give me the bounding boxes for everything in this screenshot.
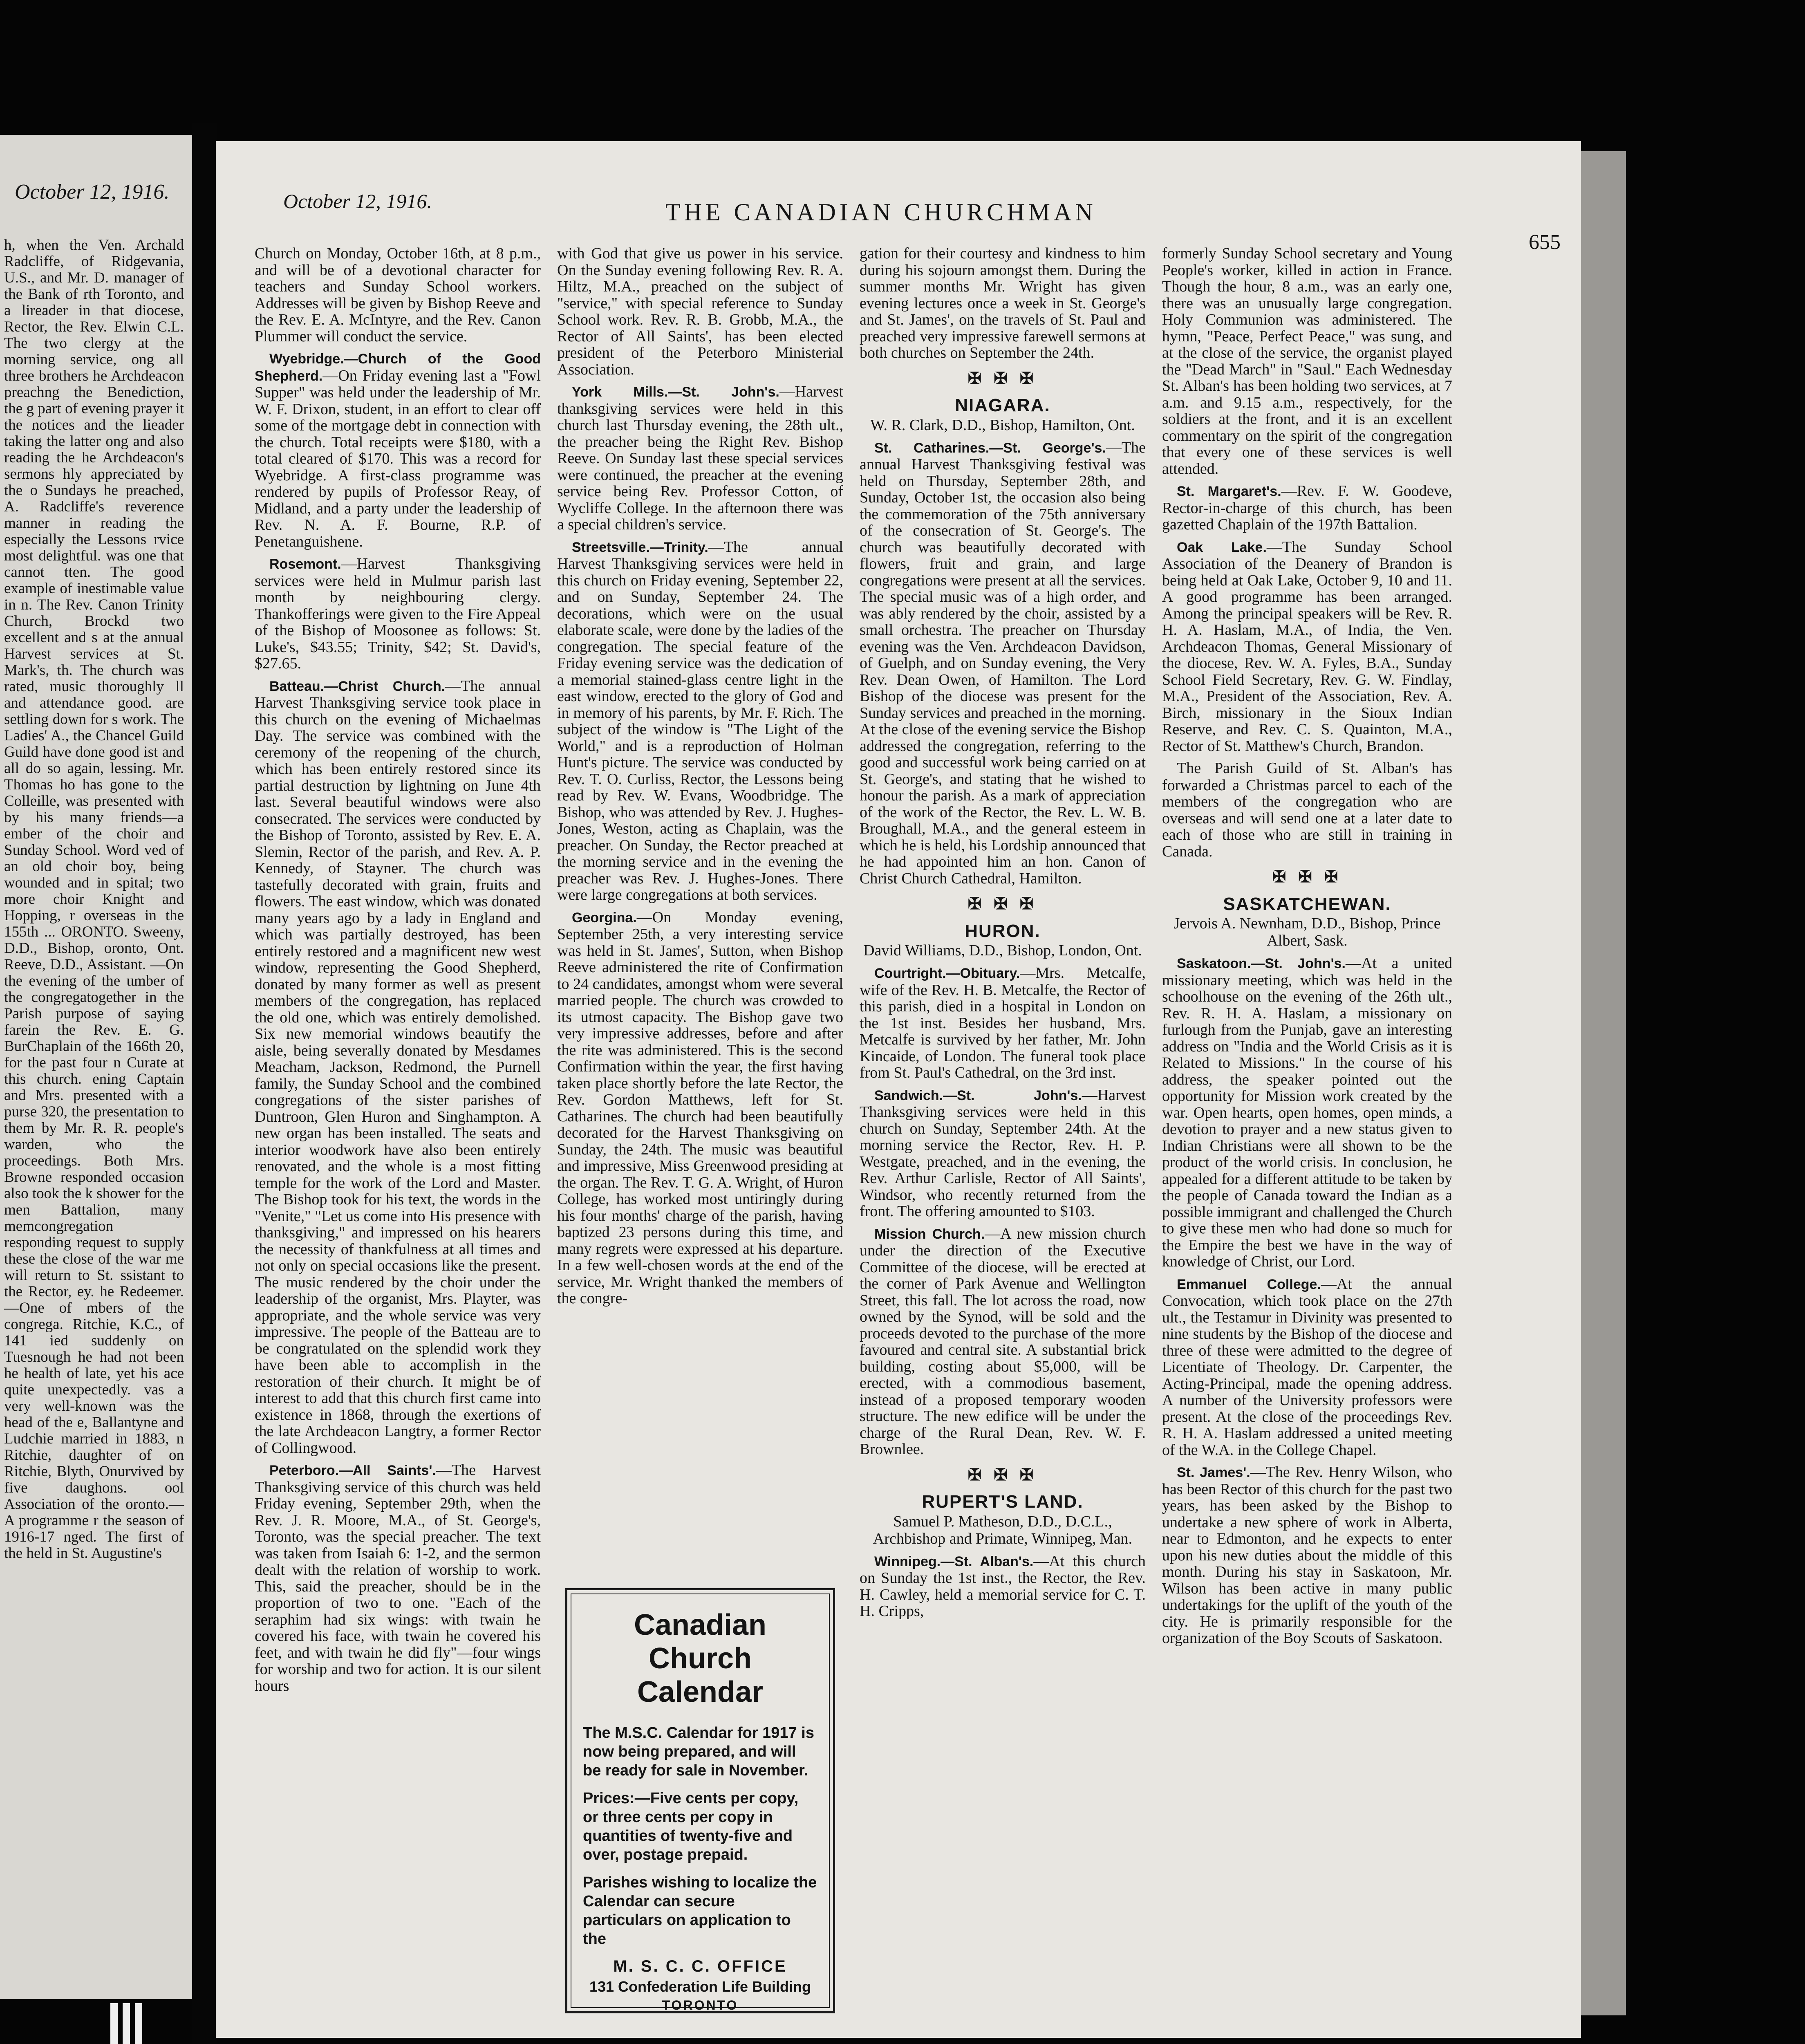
article-lead: Wyebridge.—Church of the Good Shepherd. [255,351,541,384]
article-paragraph: Church on Monday, October 16th, at 8 p.m., and will be of a devotional character for teachers and Sunday School workers. Addresses will be given by Bishop Reeve and the Rev. E. A. McIntyre, and the Rev. Canon Plummer will conduct the service. [255,245,541,345]
ad-paragraph: Prices:—Five cents per copy, or three cents per copy in quantities of twenty-five and over, postage prepaid. [583,1790,799,1863]
section-byline: Samuel P. Matheson, D.D., D.C.L., Archbishop and Primate, Winnipeg, Man. [873,1513,1133,1547]
article-lead: St. James'. [1177,1465,1250,1480]
article-lead: Rosemont. [269,556,341,572]
section-separator: ✠ ✠ ✠ [1272,867,1342,886]
section-byline: W. R. Clark, D.D., Bishop, Hamilton, Ont. [870,416,1135,434]
article-lead: Emmanuel College. [1177,1276,1321,1292]
page-edge [1581,151,1626,2015]
article-paragraph: with God that give us power in his service. On the Sunday evening following Rev. R. A. Hiltz, M.A., preached on the subject of "service," with special reference to Sunday School work. Rev. R. B. Grobb, M.A., the Rector of All Saints', has been elected president of the Peterboro Ministerial Association. [557,245,843,378]
article-paragraph: Emmanuel College.—At the annual Convocation, which took place on the 27th ult., the Testamur in Divinity was presented to nine students by the Bishop of the diocese and three of these were admitted to the degree of Licentiate of Theology. Dr. Carpenter, the Acting-Principal, made the opening address. A number of the University professors were present. At the close of the proceedings Rev. R. H. A. Haslam addressed a united meeting of the W.A. in the College Chapel. [1162,1275,1453,1459]
article-paragraph: St. Catharines.—St. George's.—The annual Harvest Thanksgiving festival was held on Thursday, September 28th, and Sunday, October 1st, the occasion also being the commemoration of the 75th anniversary of the consecration of St. George's. The church was beautifully decorated with flowers, fruit and grain, and large congregations were present at all the services. The special music was of a high order, and was ably rendered by the choir, assisted by a small orchestra. The preacher on Thursday evening was the Ven. Archdeacon Davidson, of Guelph, and on Sunday evening, the Very Rev. Dean Owen, of Hamilton. The Lord Bishop of the diocese was present for the Sunday services and preached in the morning. At the close of the evening service the Bishop addressed the congregation, referring to the good and successful work being carried on at St. George's, and stating that he wished to honour the parish. As a mark of appreciation of the work of the Rector, the Rev. L. W. B. Broughall, M.A., and the general esteem in which he is held, his Lordship announced that he had appointed him an hon. Canon of Christ Church Cathedral, Hamilton. [860,439,1146,887]
column-3 [860,245,1146,1625]
article-lead: Mission Church. [874,1226,985,1242]
ad-paragraph: Parishes wishing to localize the Calendar can secure particulars on application to the [583,1874,817,1948]
section-title-niagara: NIAGARA. [955,395,1050,415]
article-lead: Winnipeg.—St. Alban's. [874,1553,1034,1569]
section-byline: David Williams, D.D., Bishop, London, Ont. [863,942,1142,959]
calendar-advertisement [565,1588,835,2013]
article-paragraph: St. James'.—The Rev. Henry Wilson, who has been Rector of this church for the past two years, has been asked by the Bishop to undertake a new sphere of work in Alberta, near to Edmonton, and he expects to enter upon his new duties about the middle of this month. During his stay in Saskatoon, Mr. Wilson has been active in many public undertakings for the uplift of the youth of the city. He is primarily responsible for the organization of the Boy Scouts of Saskatoon. [1162,1464,1453,1647]
article-paragraph: gation for their courtesy and kindness to him during his sojourn amongst them. During the summer months Mr. Wright has given evening lectures once a week in St. George's and St. James', on the travels of St. Paul and preached very impressive farewell sermons at both churches on September the 24th. [860,245,1146,361]
article-paragraph: St. Margaret's.—Rev. F. W. Goodeve, Rector-in-charge of this church, has been gazetted Chaplain of the 197th Battalion. [1162,482,1453,533]
page-title: THE CANADIAN CHURCHMAN [665,199,1097,226]
article-lead: St. Catharines.—St. George's. [874,440,1106,456]
article-paragraph: formerly Sunday School secretary and Young People's worker, killed in action in France. Though the hour, 8 a.m., was an early one, there was an unusually large congregation. Holy Communion was administered. The hymn, "Peace, Perfect Peace," was sung, and at the close of the service, the organist played the "Dead March" in "Saul." Each Wednesday St. Alban's has been holding two services, at 7 a.m. and 9.15 a.m., respectively, for the soldiers at the front, and it is an excellent commentary on the spirit of the congregation that every one of these services is well attended. [1162,245,1452,477]
article-lead: York Mills.—St. John's. [572,384,779,400]
article-paragraph: Peterboro.—All Saints'.—The Harvest Thanksgiving service of this church was held Friday evening, September 29th, when the Rev. J. R. Moore, M.A., of St. George's, Toronto, was the special preacher. The text was taken from Isaiah 6: 1-2, and the sermon dealt with the relation of worship to work. This, said the preacher, should be in the proportion of two to one. "Each of the seraphim had six wings: with twain he covered his face, with twain he covered his feet, and with twain he did fly"—four wings for worship and two for action. It is our silent hours [255,1461,541,1694]
article-paragraph: Streetsville.—Trinity.—The annual Harvest Thanksgiving services were held in this church on Friday evening, September 22, and on Sunday, September 24. The decorations, which were on the usual elaborate scale, were done by the ladies of the congregation. The special feature of the Friday evening service was the dedication of a memorial stained-glass centre light in the east window, erected to the glory of God and in memory of his parents, by Mr. F. Rich. The subject of the window is "The Light of the World," and is a reproduction of Holman Hunt's picture. The service was conducted by Rev. T. O. Curliss, Rector, the Lessons being read by Rev. W. Evans, Woodbridge. The Bishop, who was attended by Rev. J. Hughes-Jones, Weston, acting as Chaplain, was the preacher. On Sunday, the Rector preached at the morning service and in the evening the preacher was Rev. J. Hughes-Jones. There were large congregations at both services. [557,538,843,903]
article-paragraph: Georgina.—On Monday evening, September 25th, a very interesting service was held in St. James', Sutton, when Bishop Reeve administered the rite of Confirmation to 24 candidates, amongst whom were several married people. The church was crowded to its utmost capacity. The Bishop gave two very impressive addresses, before and after the rite was administered. This is the second Confirmation within the year, the first having taken place shortly before the late Rector, the Rev. Gordon Matthews, left for St. Catharines. The church had been beautifully decorated for the Harvest Thanksgiving on Sunday, the 24th. The music was beautiful and impressive, Miss Greenwood presiding at the organ. The Rev. T. G. A. Wright, of Huron College, has worked most untiringly during his four months' charge of the parish, having baptized 23 persons during this time, and many regrets were expressed at his departure. In a few well-chosen words at the end of the service, Mr. Wright thanked the members of the congre- [557,908,843,1307]
article-paragraph: York Mills.—St. John's.—Harvest thanksgiving services were held in this church last Thursday evening, the 28th ult., the preacher being the Right Rev. Bishop Reeve. On Sunday last these special services were continued, the preacher at the evening service being Rev. Professor Cotton, of Wycliffe College. In the afternoon there was a special children's service. [557,383,843,533]
page-gutter [192,123,217,2044]
previous-page-fragment [0,135,192,1999]
article-paragraph: Mission Church.—A new mission church under the direction of the Executive Committee of the diocese, will be erected at the corner of Park Avenue and Wellington Street, this fall. The lot across the road, now owned by the Synod, will be sold and the proceeds devoted to the purchase of the more favoured and central site. A substantial brick building, costing about $5,000, will be erected, with a commodious basement, instead of a proposed temporary wooden structure. The new edifice will be under the charge of the Rural Dean, Rev. W. F. Brownlee. [860,1225,1146,1458]
column-1 [255,245,541,1700]
section-separator: ✠ ✠ ✠ [967,369,1038,388]
ad-title: Canadian Church Calendar [634,1609,767,1708]
section-title-huron: HURON. [965,921,1041,941]
article-paragraph: Rosemont.—Harvest Thanksgiving services were held in Mulmur parish last month by neighbouring clergy. Thankofferings were given to the Fire Appeal of the Bishop of Moosonee as follows: St. Luke's, $43.55; Trinity, $42; St. David's, $27.65. [255,555,541,672]
previous-page-text: h, when the Ven. Archald Radcliffe, of Ridgevania, U.S., and Mr. D. manager of the Bank of rth Toronto, and a lireader in that diocese, Rector, the Rev. Elwin C.L. The two clergy at the morning service, ong all three brothers he Archdeacon preachng the Benediction, the g part of evening prayer it the notices and the lieader taking the latter ong and also reading the he Archdeacon's sermons hly appreciated by the o Sundays he preached, A. Radcliffe's reverence manner in reading the especially the Lessons rvice most delightful. was one that cannot tten. The good example of inestimable value in n. The Rev. Canon Trinity Church, Brockd two excellent and s at the annual Harvest services at St. Mark's, th. The church was rated, music thoroughly ll and attendance good. are settling down for s work. The Ladies' A., the Chancel Guild Guild have done good ist and all do so again, lessing. Mr. Thomas ho has gone to the Colleille, was presented with by his many friends—a ember of the choir and Sunday School. Word ved of an old choir boy, being wounded and in spital; two more choir Knight and Hopping, r overseas in the 155th ... ORONTO. Sweeny, D.D., Bishop, oronto, Ont. Reeve, D.D., Assistant. —On the evening of the umber of the congregatogether in the Parish purpose of saying farein the Rev. E. G. BurChaplain of the 166th 20, for the past four n Curate at this church. ening Captain and Mrs. presented with a purse 320, the presentation to them by Mr. R. R. people's warden, who the proceedings. Both Mrs. Browne responded occasion also took the k shower for the men Battalion, many memcongregation responding request to supply these the close of the war me will return to St. ssistant to the Rector, ey. he Redeemer.—One of mbers of the congrega. Ritchie, K.C., of 141 ied suddenly on Tuesnough he had not been he health of late, yet his ace quite unexpectedly. vas a very well-known was the head of the e, Ballantyne and Ludchie married in 1883, n Ritchie, daughter of on Ritchie, Blyth, Onurvived by five daughons. ool Association of the oronto.—A programme r the season of 1916-17 nged. The first of the held in St. Augustine's [4,237,184,1562]
section-separator: ✠ ✠ ✠ [967,894,1038,913]
article-lead: Georgina. [572,910,637,926]
article-paragraph: Courtright.—Obituary.—Mrs. Metcalfe, wife of the Rev. H. B. Metcalfe, the Rector of this parish, died in a hospital in London on the 1st inst. Besides her husband, Mrs. Metcalfe is survived by her father, Mr. John Kincaide, of London. The funeral took place from St. Paul's Cathedral, on the 3rd inst. [860,964,1146,1081]
article-lead: Peterboro.—All Saints'. [269,1463,436,1478]
section-separator: ✠ ✠ ✠ [967,1465,1038,1484]
section-byline: Jervois A. Newnham, D.D., Bishop, Prince Albert, Sask. [1173,915,1441,949]
article-paragraph: Batteau.—Christ Church.—The annual Harvest Thanksgiving service took place in this church on the evening of Michaelmas Day. The service was combined with the ceremony of the reopening of the church, which has been entirely restored since its partial destruction by lightning on June 4th last. Several beautiful windows were also consecrated. The services were conducted by the Bishop of Toronto, assisted by Rev. E. A. Slemin, Rector of the parish, and Rev. A. P. Kennedy, of Stayner. The church was tastefully decorated with grain, fruits and flowers. The east window, which was donated many years ago by a lady in England and which was partially destroyed, has been entirely restored and a magnificent new west window, representing the Good Shepherd, donated by many former as well as present members of the congregation, has replaced the old one, which was entirely demolished. Six new memorial windows beautify the aisle, being severally donated by Mesdames Meacham, Jackson, Redmond, the Purnell family, the Sunday School and the combined congregations of the sister parishes of Duntroon, Glen Huron and Singhampton. A new organ has been installed. The seats and interior woodwork have also been entirely renovated, and the whole is a most fitting temple for the work of the Lord and Master. The Bishop took for his text, the words in the "Venite," "Let us come into His presence with thanksgiving," and impressed on his hearers the necessity of thankfulness at all times and not only on special occasions like the present. The music rendered by the choir under the leadership of the organist, Mrs. Playter, was appropriate, and the whole service was very impressive. The people of the Batteau are to be congratulated on the splendid work they have been able to accomplish in the restoration of their church. It might be of interest to add that this church first came into existence in 1868, through the exertions of the late Archdeacon Langtry, a former Rector of Collingwood. [255,677,541,1457]
article-paragraph: Saskatoon.—St. John's.—At a united missionary meeting, which was held in the schoolhouse on the evening of the 26th ult., Rev. R. H. A. Haslam, a missionary on furlough from the Punjab, gave an interesting address on "India and the World Crisis as it is Related to Missions." In the course of his address, the speaker pointed out the opportunity for Mission work created by the war. Open hearts, open homes, open minds, a devotion to prayer and a new status given to Indian Christians were all shown to be the product of the world crisis. In conclusion, he appealed for a different attitude to be taken by the people of Canada toward the Indian as a possible immigrant and challenged the Church to give these men who had done so much for the Empire the best we have in the way of knowledge of Christ, our Lord. [1162,955,1452,1270]
newspaper-page [216,141,1581,2038]
ad-address: 131 Confederation Life Building [589,1978,811,1995]
article-paragraph: The Parish Guild of St. Alban's has forwarded a Christmas parcel to each of the members of the congregation who are overseas and will send one at a later date to each of those who are still in training in Canada. [1162,760,1452,860]
article-lead: Saskatoon.—St. John's. [1177,956,1346,971]
section-title-saskatchewan: SASKATCHEWAN. [1223,894,1391,914]
article-paragraph: Oak Lake.—The Sunday School Association of the Deanery of Brandon is being held at Oak Lake, October 9, 10 and 11. A good programme has been arranged. Among the principal speakers will be Rev. R. H. A. Haslam, M.A., of India, the Ven. Archdeacon Thomas, General Missionary of the diocese, Rev. W. A. Fyles, B.A., Sunday School Field Secretary, Rev. G. W. Findlay, M.A., President of the Association, Rev. A. Birch, missionary in the Sioux Indian Reserve, and Rev. C. S. Quainton, M.A., Rector of St. Matthew's Church, Brandon. [1162,538,1452,755]
page-number: 655 [1529,231,1561,254]
article-lead: Streetsville.—Trinity. [572,539,708,555]
article-paragraph: Sandwich.—St. John's.—Harvest Thanksgiving services were held in this church on Sunday, September 24th. At the morning service the Rector, Rev. H. P. Westgate, preached, and in the evening, the Rev. Arthur Carlisle, Rector of All Saints', Windsor, who recently returned from the front. The offering amounted to $103. [860,1086,1146,1220]
article-lead: Courtright.—Obituary. [874,966,1020,981]
ad-city: TORONTO [662,1998,739,2013]
article-paragraph: Winnipeg.—St. Alban's.—At this church on Sunday the 1st inst., the Rector, the Rev. H. Cawley, held a memorial service for C. T. H. Cripps, [860,1552,1146,1620]
column-2 [557,245,843,1570]
ad-paragraph: The M.S.C. Calendar for 1917 is now being prepared, and will be ready for sale in November. [583,1724,814,1779]
page-date: October 12, 1916. [283,190,432,213]
article-lead: Oak Lake. [1177,539,1267,555]
ad-office: M. S. C. C. OFFICE [613,1957,787,1975]
article-lead: Batteau.—Christ Church. [269,678,446,694]
previous-page-date: October 12, 1916. [15,180,170,204]
article-lead: St. Margaret's. [1177,484,1281,499]
section-title-ruperts-land: RUPERT'S LAND. [922,1492,1084,1512]
article-paragraph: Wyebridge.—Church of the Good Shepherd.—On Friday evening last a "Fowl Supper" was held under the leadership of Mr. W. F. Drixon, student, in an effort to clear off some of the mortgage debt in connection with the church. Total receipts were $180, with a total cleared of $170. This was a record for Wyebridge. A first-class programme was rendered by pupils of Professor Reay, of Midland, and a party under the leadership of Rev. N. A. F. Bourne, R.P. of Penetanguishene. [255,351,541,550]
article-lead: Sandwich.—St. John's. [874,1087,1082,1103]
column-4 [1162,245,1452,1652]
